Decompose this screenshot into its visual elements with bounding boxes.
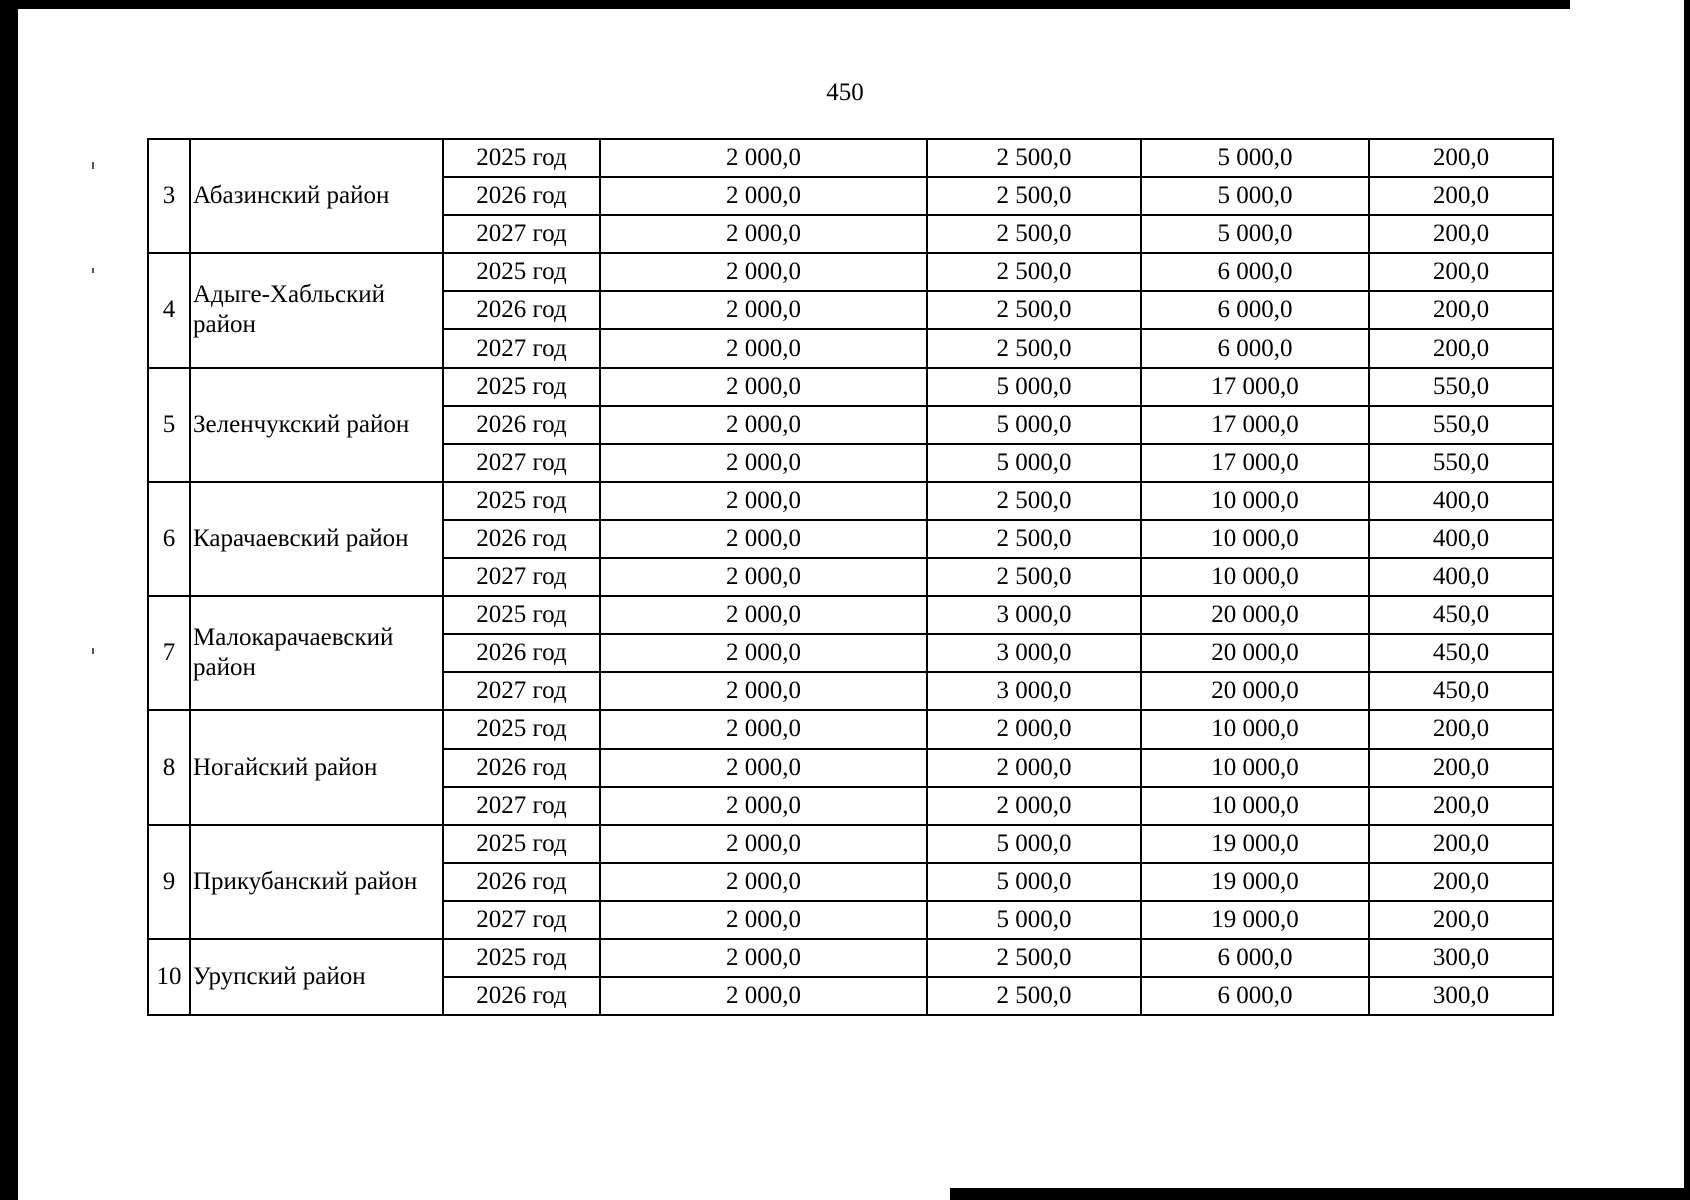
value-cell-4: 200,0 [1369, 825, 1553, 863]
value-cell-4: 400,0 [1369, 520, 1553, 558]
year-cell: 2026 год [443, 634, 600, 672]
value-cell-1: 2 000,0 [600, 215, 927, 253]
year-cell: 2026 год [443, 406, 600, 444]
year-cell: 2025 год [443, 368, 600, 406]
year-cell: 2026 год [443, 863, 600, 901]
value-cell-2: 2 500,0 [927, 939, 1141, 977]
year-cell: 2025 год [443, 825, 600, 863]
district-number: 10 [148, 939, 190, 1015]
district-name: Малокарачаевский район [190, 596, 443, 710]
value-cell-2: 2 000,0 [927, 710, 1141, 748]
value-cell-1: 2 000,0 [600, 177, 927, 215]
value-cell-1: 2 000,0 [600, 368, 927, 406]
value-cell-3: 6 000,0 [1141, 329, 1369, 367]
value-cell-2: 5 000,0 [927, 901, 1141, 939]
table-row [148, 596, 1553, 634]
value-cell-1: 2 000,0 [600, 558, 927, 596]
district-number: 4 [148, 253, 190, 367]
value-cell-2: 2 500,0 [927, 520, 1141, 558]
value-cell-3: 20 000,0 [1141, 634, 1369, 672]
value-cell-2: 2 500,0 [927, 253, 1141, 291]
district-name: Ногайский район [190, 710, 443, 824]
value-cell-2: 3 000,0 [927, 672, 1141, 710]
year-cell: 2025 год [443, 482, 600, 520]
value-cell-2: 2 000,0 [927, 787, 1141, 825]
value-cell-2: 5 000,0 [927, 825, 1141, 863]
scan-speck [92, 162, 94, 169]
year-cell: 2026 год [443, 520, 600, 558]
year-cell: 2025 год [443, 253, 600, 291]
value-cell-4: 200,0 [1369, 749, 1553, 787]
value-cell-3: 19 000,0 [1141, 825, 1369, 863]
value-cell-2: 2 500,0 [927, 977, 1141, 1015]
value-cell-4: 550,0 [1369, 406, 1553, 444]
value-cell-3: 5 000,0 [1141, 215, 1369, 253]
year-cell: 2025 год [443, 710, 600, 748]
value-cell-1: 2 000,0 [600, 634, 927, 672]
value-cell-4: 550,0 [1369, 444, 1553, 482]
year-cell: 2027 год [443, 901, 600, 939]
scan-speck [92, 268, 94, 273]
value-cell-2: 2 500,0 [927, 215, 1141, 253]
year-cell: 2026 год [443, 177, 600, 215]
value-cell-4: 300,0 [1369, 939, 1553, 977]
value-cell-1: 2 000,0 [600, 710, 927, 748]
table-row [148, 139, 1553, 177]
table-body [148, 139, 1553, 1015]
value-cell-2: 2 500,0 [927, 482, 1141, 520]
year-cell: 2027 год [443, 672, 600, 710]
value-cell-3: 10 000,0 [1141, 749, 1369, 787]
year-cell: 2025 год [443, 139, 600, 177]
value-cell-4: 200,0 [1369, 291, 1553, 329]
value-cell-3: 19 000,0 [1141, 863, 1369, 901]
table-row [148, 710, 1553, 748]
value-cell-1: 2 000,0 [600, 406, 927, 444]
value-cell-4: 450,0 [1369, 634, 1553, 672]
value-cell-4: 450,0 [1369, 596, 1553, 634]
year-cell: 2027 год [443, 787, 600, 825]
value-cell-3: 19 000,0 [1141, 901, 1369, 939]
value-cell-4: 550,0 [1369, 368, 1553, 406]
value-cell-4: 200,0 [1369, 787, 1553, 825]
value-cell-4: 200,0 [1369, 710, 1553, 748]
value-cell-1: 2 000,0 [600, 520, 927, 558]
value-cell-2: 3 000,0 [927, 596, 1141, 634]
value-cell-1: 2 000,0 [600, 939, 927, 977]
district-number: 5 [148, 368, 190, 482]
year-cell: 2027 год [443, 444, 600, 482]
value-cell-4: 400,0 [1369, 558, 1553, 596]
value-cell-1: 2 000,0 [600, 749, 927, 787]
value-cell-2: 2 500,0 [927, 291, 1141, 329]
scan-border-left [0, 0, 18, 1200]
district-name: Абазинский район [190, 139, 443, 253]
value-cell-3: 10 000,0 [1141, 520, 1369, 558]
district-funding-table [147, 138, 1554, 1016]
value-cell-2: 5 000,0 [927, 863, 1141, 901]
value-cell-4: 200,0 [1369, 863, 1553, 901]
district-number: 9 [148, 825, 190, 939]
value-cell-1: 2 000,0 [600, 596, 927, 634]
scan-border-top [0, 0, 1570, 9]
district-number: 8 [148, 710, 190, 824]
value-cell-3: 6 000,0 [1141, 291, 1369, 329]
district-number: 3 [148, 139, 190, 253]
value-cell-1: 2 000,0 [600, 329, 927, 367]
scan-speck [92, 648, 94, 654]
value-cell-1: 2 000,0 [600, 863, 927, 901]
year-cell: 2027 год [443, 215, 600, 253]
year-cell: 2027 год [443, 329, 600, 367]
value-cell-1: 2 000,0 [600, 482, 927, 520]
value-cell-3: 17 000,0 [1141, 368, 1369, 406]
value-cell-3: 5 000,0 [1141, 139, 1369, 177]
value-cell-4: 200,0 [1369, 901, 1553, 939]
scan-border-right [1684, 0, 1690, 1200]
value-cell-3: 10 000,0 [1141, 558, 1369, 596]
value-cell-4: 200,0 [1369, 253, 1553, 291]
district-name: Урупский район [190, 939, 443, 1015]
district-number: 6 [148, 482, 190, 596]
value-cell-1: 2 000,0 [600, 444, 927, 482]
value-cell-1: 2 000,0 [600, 139, 927, 177]
table-row [148, 253, 1553, 291]
value-cell-3: 10 000,0 [1141, 710, 1369, 748]
value-cell-3: 20 000,0 [1141, 672, 1369, 710]
table-row [148, 825, 1553, 863]
year-cell: 2027 год [443, 558, 600, 596]
year-cell: 2026 год [443, 291, 600, 329]
value-cell-1: 2 000,0 [600, 253, 927, 291]
value-cell-4: 400,0 [1369, 482, 1553, 520]
year-cell: 2026 год [443, 749, 600, 787]
year-cell: 2026 год [443, 977, 600, 1015]
scan-border-top-thick [1420, 0, 1570, 5]
value-cell-3: 10 000,0 [1141, 482, 1369, 520]
value-cell-2: 2 500,0 [927, 139, 1141, 177]
district-name: Карачаевский район [190, 482, 443, 596]
value-cell-4: 200,0 [1369, 177, 1553, 215]
value-cell-2: 2 000,0 [927, 749, 1141, 787]
value-cell-1: 2 000,0 [600, 291, 927, 329]
value-cell-1: 2 000,0 [600, 901, 927, 939]
value-cell-3: 10 000,0 [1141, 787, 1369, 825]
value-cell-4: 450,0 [1369, 672, 1553, 710]
value-cell-2: 5 000,0 [927, 368, 1141, 406]
value-cell-4: 300,0 [1369, 977, 1553, 1015]
year-cell: 2025 год [443, 596, 600, 634]
value-cell-3: 20 000,0 [1141, 596, 1369, 634]
value-cell-3: 6 000,0 [1141, 253, 1369, 291]
district-number: 7 [148, 596, 190, 710]
value-cell-1: 2 000,0 [600, 787, 927, 825]
value-cell-2: 5 000,0 [927, 444, 1141, 482]
value-cell-3: 5 000,0 [1141, 177, 1369, 215]
value-cell-3: 6 000,0 [1141, 939, 1369, 977]
page-number: 450 [826, 79, 864, 106]
value-cell-3: 6 000,0 [1141, 977, 1369, 1015]
value-cell-1: 2 000,0 [600, 825, 927, 863]
district-name: Адыге-Хабльский район [190, 253, 443, 367]
district-name: Зеленчукский район [190, 368, 443, 482]
value-cell-3: 17 000,0 [1141, 444, 1369, 482]
table-row [148, 482, 1553, 520]
value-cell-2: 5 000,0 [927, 406, 1141, 444]
table-row [148, 368, 1553, 406]
year-cell: 2025 год [443, 939, 600, 977]
value-cell-4: 200,0 [1369, 329, 1553, 367]
value-cell-4: 200,0 [1369, 215, 1553, 253]
value-cell-2: 3 000,0 [927, 634, 1141, 672]
scan-border-bottom-thick [1070, 1195, 1690, 1200]
value-cell-1: 2 000,0 [600, 977, 927, 1015]
value-cell-2: 2 500,0 [927, 177, 1141, 215]
value-cell-4: 200,0 [1369, 139, 1553, 177]
value-cell-1: 2 000,0 [600, 672, 927, 710]
district-name: Прикубанский район [190, 825, 443, 939]
value-cell-2: 2 500,0 [927, 329, 1141, 367]
table-row [148, 939, 1553, 977]
value-cell-2: 2 500,0 [927, 558, 1141, 596]
value-cell-3: 17 000,0 [1141, 406, 1369, 444]
